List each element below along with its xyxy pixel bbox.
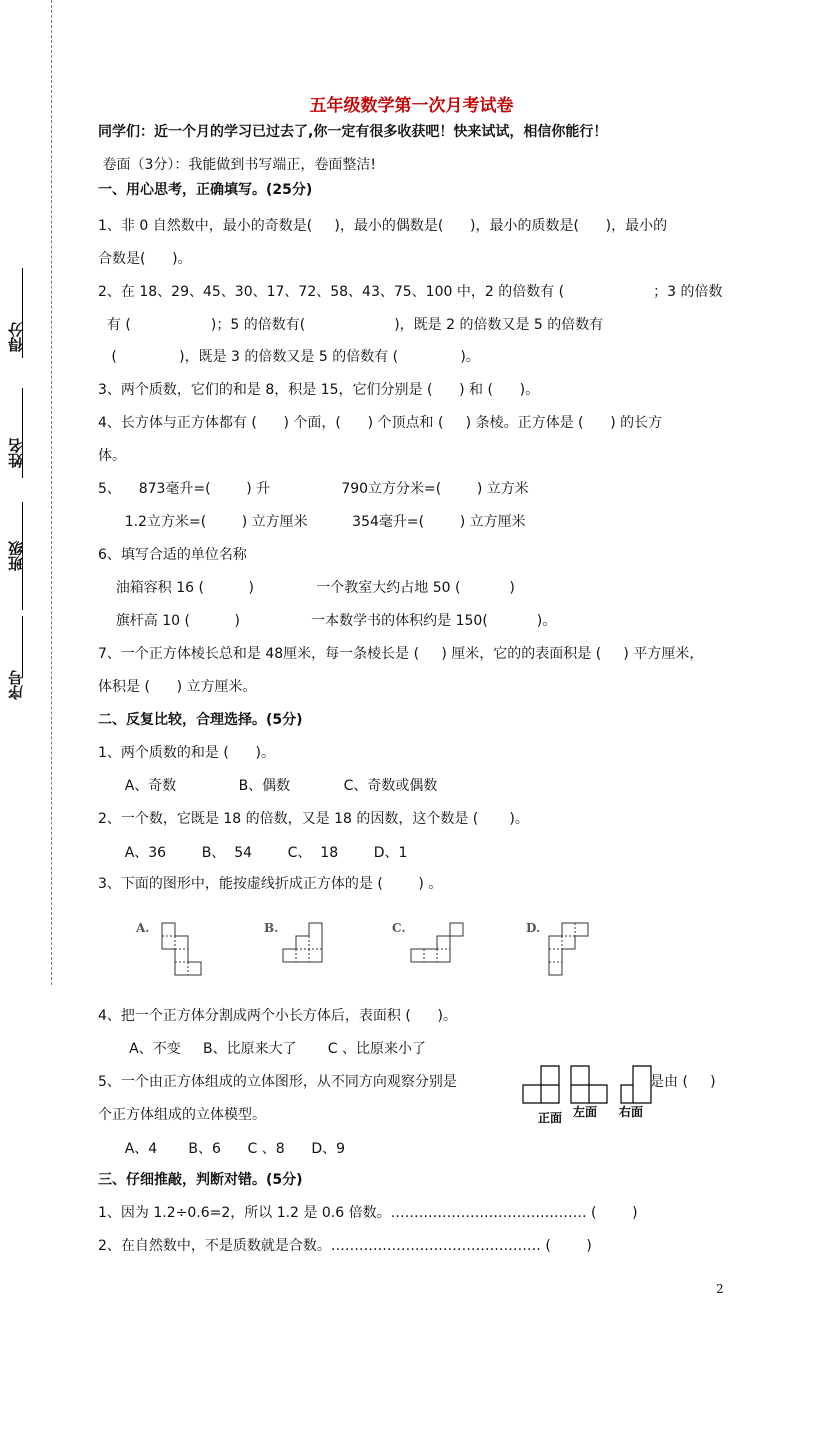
score-label: 得分: [7, 322, 25, 352]
view-label-left: 左面: [573, 1105, 598, 1119]
neatness-note: 卷面（3分）：我能做到书写端正，卷面整洁!: [98, 157, 376, 173]
class-label: 班级: [7, 541, 25, 571]
s2-q5-line1: 5、一个由正方体组成的立体图形，从不同方向观察分别是: [98, 1074, 457, 1090]
right-view: [621, 1066, 651, 1103]
section1-heading: 一、用心思考，正确填写。(25分): [98, 182, 313, 198]
section3-heading: 三、仔细推敲，判断对错。(5分): [98, 1172, 303, 1188]
s1-q4-line2: 体。: [98, 448, 126, 464]
s2-q2: 2、一个数，它既是 18 的倍数，又是 18 的因数，这个数是 ( )。: [98, 811, 529, 827]
seat-blank-line: [22, 616, 23, 678]
page-title: 五年级数学第一次月考试卷: [309, 96, 514, 116]
three-view-figures: [520, 1063, 655, 1127]
fig-label-a: A.: [136, 921, 150, 935]
section2-heading: 二、反复比较，合理选择。(5分): [98, 712, 303, 728]
s3-q1: 1、因为 1.2÷0.6=2，所以 1.2 是 0.6 倍数。…………………………………… ( ): [98, 1205, 638, 1221]
s1-q2-line3: ( )，既是 3 的倍数又是 5 的倍数有 ( )。: [98, 349, 480, 365]
s1-q7-line1: 7、一个正方体棱长总和是 48厘米，每一条棱长是 ( ) 厘米，它的的表面积是 ( ) 平方厘米，: [98, 646, 704, 662]
view-label-front: 正面: [538, 1111, 563, 1125]
front-view: [523, 1066, 559, 1103]
view-label-right: 右面: [619, 1105, 644, 1119]
s1-q5-line1: 5、 873毫升=( ) 升 790立方分米=( ) 立方米: [98, 481, 529, 497]
s1-q6-line2: 旗杆高 10 ( ) 一本数学书的体积约是 150( )。: [98, 613, 557, 629]
s2-q3: 3、下面的图形中，能按虚线折成正方体的是 ( ) 。: [98, 876, 443, 892]
intro-text: 同学们：近一个月的学习已过去了,你一定有很多收获吧！快来试试，相信你能行！: [98, 124, 608, 140]
net-c: [411, 923, 463, 962]
s1-q3: 3、两个质数，它们的和是 8，积是 15，它们分别是 ( ) 和 ( )。: [98, 382, 540, 398]
s2-q4-options: A、不变 B、比原来大了 C 、比原来小了: [98, 1041, 426, 1057]
s2-q5-tail: 是由 ( ): [650, 1074, 716, 1090]
s1-q1-line1: 1、非 0 自然数中，最小的奇数是( )，最小的偶数是( )，最小的质数是( )，最小的: [98, 218, 668, 234]
fig-label-c: C.: [392, 921, 406, 935]
left-view: [571, 1066, 607, 1103]
s1-q6: 6、填写合适的单位名称: [98, 547, 247, 563]
s2-q2-options: A、36 B、 54 C、 18 D、1: [98, 845, 408, 861]
net-b: [283, 923, 322, 962]
seat-label: 序号: [7, 670, 25, 700]
s2-q5-line2: 个正方体组成的立体模型。: [98, 1107, 266, 1123]
s2-q4: 4、把一个正方体分割成两个小长方体后，表面积 ( )。: [98, 1008, 457, 1024]
s1-q5-line2: 1.2立方米=( ) 立方厘米 354毫升=( ) 立方厘米: [98, 514, 526, 530]
s2-q5-options: A、4 B、6 C 、8 D、9: [98, 1141, 346, 1157]
s3-q2: 2、在自然数中，不是质数就是合数。……………………………………… ( ): [98, 1238, 592, 1254]
s1-q2-line1: 2、在 18、29、45、30、17、72、58、43、75、100 中，2 的倍数有 ( ；3 的倍数: [98, 284, 723, 300]
s1-q1-line2: 合数是( )。: [98, 251, 192, 267]
s1-q7-line2: 体积是 ( ) 立方厘米。: [98, 679, 257, 695]
s1-q4-line1: 4、长方体与正方体都有 ( ) 个面，( ) 个顶点和 ( ) 条棱。正方体是 ( ) 的长方: [98, 415, 663, 431]
fig-label-d: D.: [526, 921, 541, 935]
s2-q1-options: A、奇数 B、偶数 C、奇数或偶数: [98, 778, 438, 794]
s2-q1: 1、两个质数的和是 ( )。: [98, 745, 275, 761]
net-b-folds: [296, 923, 322, 962]
s1-q6-line1: 油箱容积 16 ( ) 一个教室大约占地 50 ( ): [98, 580, 515, 596]
page-number: 2: [716, 1282, 724, 1296]
fig-label-b: B.: [264, 921, 279, 935]
name-label: 姓名: [7, 438, 25, 468]
binding-dashed-line: [51, 0, 52, 985]
cube-net-figures: [130, 915, 610, 985]
s1-q2-line2: 有 ( )；5 的倍数有( )，既是 2 的倍数又是 5 的倍数有: [98, 317, 604, 333]
net-a: [162, 923, 201, 975]
